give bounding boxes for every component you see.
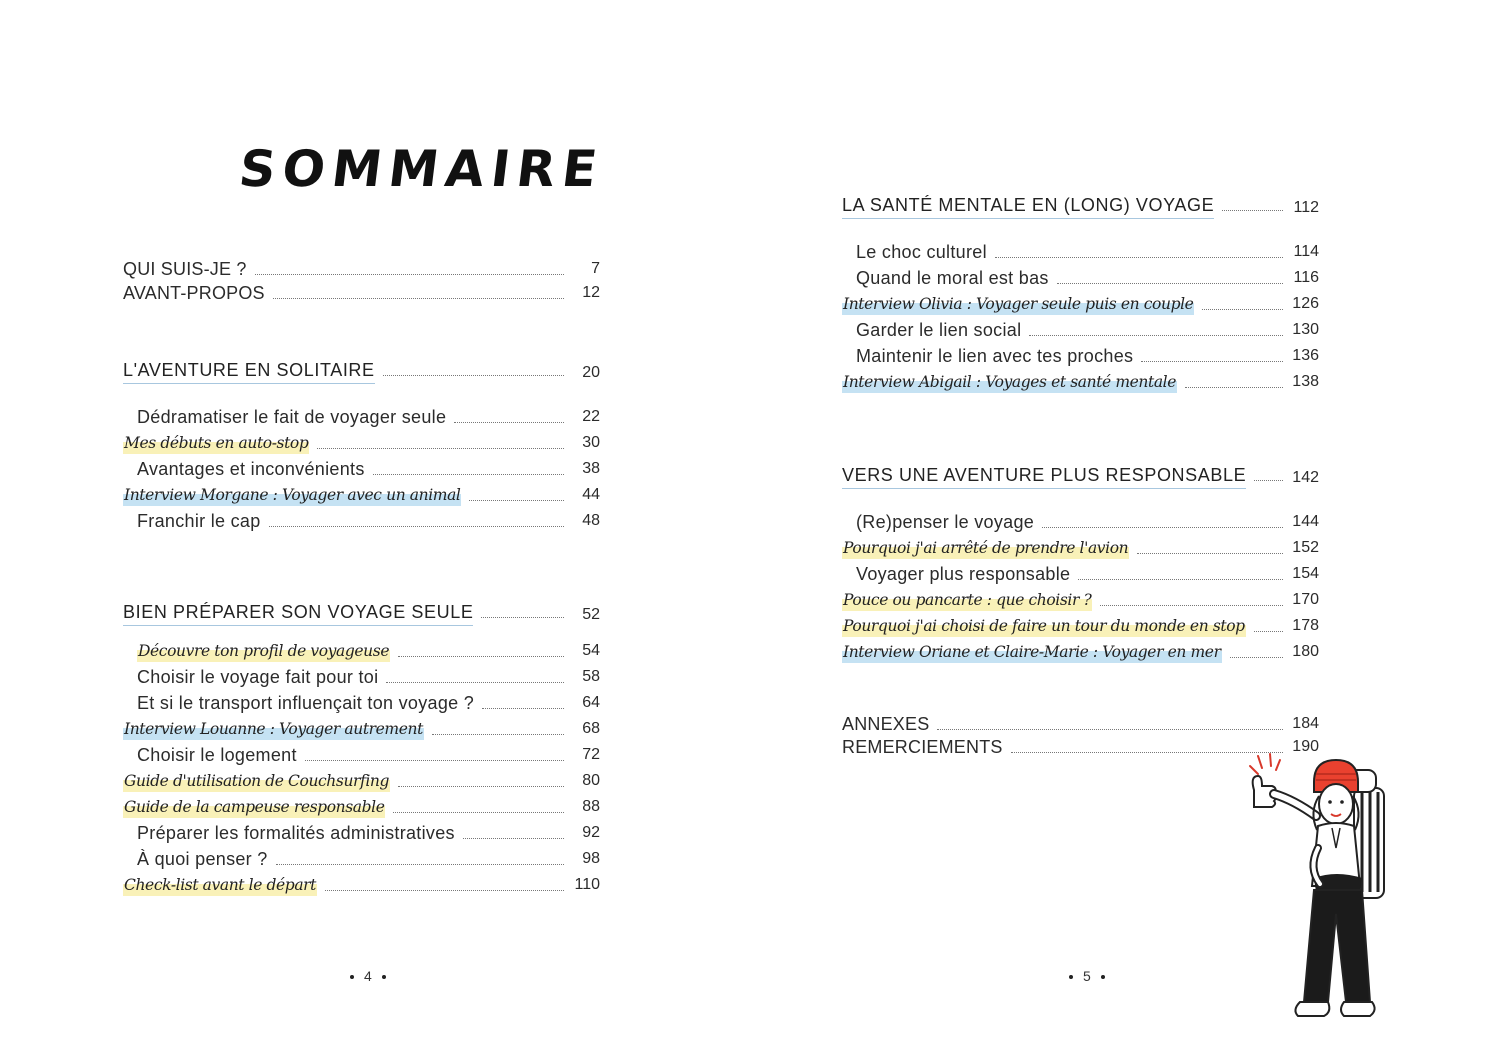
entry-page: 138 — [1292, 373, 1319, 390]
dot-leader — [276, 864, 564, 865]
section-page: 20 — [582, 364, 600, 381]
toc-entry-interview[interactable] — [842, 637, 1319, 663]
toc-section-heading[interactable] — [842, 193, 1319, 219]
toc-entry[interactable] — [856, 559, 1319, 585]
dot-leader — [1100, 605, 1283, 606]
dot-leader — [393, 812, 564, 813]
entry-text: Préparer les formalités administratives — [137, 823, 455, 843]
dot-leader — [325, 890, 564, 891]
section-page: 52 — [582, 606, 600, 623]
section-page: 112 — [1293, 199, 1319, 216]
toc-entry-highlight[interactable] — [137, 636, 600, 662]
toc-entry-highlight[interactable] — [123, 428, 600, 454]
entry-text: QUI SUIS-JE ? — [123, 259, 247, 279]
toc-entry[interactable] — [856, 315, 1319, 341]
dot-leader — [937, 729, 1283, 730]
toc-entry[interactable] — [856, 237, 1319, 263]
entry-page: 110 — [574, 876, 600, 893]
entry-page: 92 — [582, 824, 600, 841]
entry-text: Interview Morgane : Voyager avec un animal — [124, 486, 461, 504]
dot-leader — [1057, 283, 1283, 284]
entry-page: 80 — [582, 772, 600, 789]
dot-leader — [269, 526, 564, 527]
entry-text: Quand le moral est bas — [856, 268, 1049, 288]
toc-entry[interactable] — [137, 844, 600, 870]
entry-text: Découvre ton profil de voyageuse — [138, 642, 390, 660]
entry-page: 154 — [1292, 565, 1319, 582]
dot-leader — [1137, 553, 1283, 554]
toc-entry[interactable] — [137, 662, 600, 688]
page-number: 5 — [1059, 968, 1115, 984]
dot-leader — [463, 838, 564, 839]
section-page: 142 — [1292, 469, 1319, 486]
toc-entry-interview[interactable] — [123, 714, 600, 740]
dot-leader — [469, 500, 564, 501]
dot-leader — [398, 656, 564, 657]
entry-page: 88 — [582, 798, 600, 815]
toc-entry-interview[interactable] — [123, 480, 600, 506]
toc-entry[interactable] — [856, 263, 1319, 289]
bullet-icon — [382, 975, 386, 979]
entry-page: 184 — [1292, 715, 1319, 732]
entry-page: 152 — [1292, 539, 1319, 556]
entry-text: Pouce ou pancarte : que choisir ? — [843, 591, 1092, 609]
dot-leader — [1202, 309, 1283, 310]
entry-page: 170 — [1292, 591, 1319, 608]
entry-page: 7 — [591, 260, 600, 277]
entry-text: Dédramatiser le fait de voyager seule — [137, 407, 447, 427]
entry-page: 12 — [582, 284, 600, 301]
entry-page: 54 — [582, 642, 600, 659]
entry-page: 38 — [582, 460, 600, 477]
dot-leader — [1230, 657, 1283, 658]
entry-page: 180 — [1292, 643, 1319, 660]
dot-leader — [1141, 361, 1283, 362]
entry-page: 178 — [1292, 617, 1319, 634]
dot-leader — [1254, 631, 1283, 632]
toc-section-heading[interactable] — [842, 463, 1319, 489]
toc-entry-highlight[interactable] — [842, 585, 1319, 611]
dot-leader — [1254, 480, 1283, 481]
entry-text: REMERCIEMENTS — [842, 737, 1003, 757]
toc-entry-intro[interactable] — [123, 254, 600, 280]
entry-text: Interview Oriane et Claire-Marie : Voyager en mer — [843, 643, 1221, 661]
section-title: L'AVENTURE EN SOLITAIRE — [123, 359, 375, 384]
entry-page: 114 — [1293, 243, 1319, 260]
body — [1312, 823, 1362, 892]
toc-section-heading[interactable] — [123, 358, 600, 384]
page-title: SOMMAIRE — [236, 140, 608, 198]
entry-page: 64 — [582, 694, 600, 711]
bullet-icon — [350, 975, 354, 979]
toc-entry-highlight[interactable] — [123, 870, 600, 896]
toc-entry-highlight[interactable] — [842, 533, 1319, 559]
entry-page: 98 — [582, 850, 600, 867]
entry-text: Garder le lien social — [856, 320, 1022, 340]
dot-leader — [305, 760, 564, 761]
entry-text: ANNEXES — [842, 714, 930, 734]
entry-page: 130 — [1292, 321, 1319, 338]
toc-entry-highlight[interactable] — [123, 792, 600, 818]
entry-text: Interview Abigail : Voyages et santé mentale — [843, 373, 1176, 391]
dot-leader — [482, 708, 564, 709]
entry-page: 44 — [582, 486, 600, 503]
entry-page: 144 — [1292, 513, 1319, 530]
toc-entry[interactable] — [137, 506, 600, 532]
entry-text: Franchir le cap — [137, 511, 261, 531]
entry-page: 22 — [582, 408, 600, 425]
dot-leader — [317, 448, 564, 449]
entry-text: Check-list avant le départ — [124, 876, 317, 894]
toc-entry-highlight[interactable] — [842, 611, 1319, 637]
entry-text: AVANT-PROPOS — [123, 283, 265, 303]
dot-leader — [1185, 387, 1283, 388]
entry-page: 116 — [1293, 269, 1319, 286]
entry-text: Choisir le voyage fait pour toi — [137, 667, 379, 687]
dot-leader — [481, 617, 564, 618]
entry-page: 68 — [582, 720, 600, 737]
motion-lines-icon — [1250, 754, 1280, 774]
entry-text: Avantages et inconvénients — [137, 459, 365, 479]
section-title: LA SANTÉ MENTALE EN (LONG) VOYAGE — [842, 194, 1214, 219]
entry-text: Guide de la campeuse responsable — [124, 798, 385, 816]
entry-text: (Re)penser le voyage — [856, 512, 1035, 532]
dot-leader — [398, 786, 564, 787]
toc-entry[interactable] — [137, 454, 600, 480]
entry-text: Le choc culturel — [856, 242, 987, 262]
entry-text: À quoi penser ? — [137, 849, 268, 869]
entry-text: Pourquoi j'ai arrêté de prendre l'avion — [843, 539, 1129, 557]
entry-text: Voyager plus responsable — [856, 564, 1071, 584]
dot-leader — [1029, 335, 1283, 336]
head — [1313, 760, 1358, 830]
trousers — [1304, 890, 1370, 1002]
entry-text: Choisir le logement — [137, 745, 297, 765]
entry-page: 58 — [582, 668, 600, 685]
bullet-icon — [1069, 975, 1073, 979]
dot-leader — [383, 375, 564, 376]
dot-leader — [995, 257, 1283, 258]
toc-entry[interactable] — [856, 507, 1319, 533]
toc-entry[interactable] — [137, 818, 600, 844]
toc-entry[interactable] — [137, 402, 600, 428]
entry-text: Guide d'utilisation de Couchsurfing — [124, 772, 390, 790]
entry-text: Et si le transport influençait ton voyage ? — [137, 693, 475, 713]
dot-leader — [454, 422, 564, 423]
entry-text: Maintenir le lien avec tes proches — [856, 346, 1134, 366]
dot-leader — [1042, 527, 1283, 528]
entry-text: Interview Louanne : Voyager autrement — [124, 720, 423, 738]
bullet-icon — [1101, 975, 1105, 979]
entry-page: 72 — [582, 746, 600, 763]
entry-page: 30 — [582, 434, 600, 451]
entry-page: 48 — [582, 512, 600, 529]
toc-entry-highlight[interactable] — [123, 766, 600, 792]
toc-entry[interactable] — [137, 740, 600, 766]
entry-text: Interview Olivia : Voyager seule puis en couple — [843, 295, 1194, 313]
section-title: BIEN PRÉPARER SON VOYAGE SEULE — [123, 601, 473, 626]
entry-page: 136 — [1292, 347, 1319, 364]
page-number: 4 — [340, 968, 396, 984]
toc-section-heading[interactable] — [123, 600, 600, 626]
dot-leader — [273, 298, 564, 299]
toc-entry-intro[interactable] — [123, 278, 600, 304]
section-title: VERS UNE AVENTURE PLUS RESPONSABLE — [842, 464, 1246, 489]
entry-text: Mes débuts en auto-stop — [124, 434, 309, 452]
toc-entry[interactable] — [137, 688, 600, 714]
shoes — [1295, 1002, 1374, 1016]
toc-entry[interactable] — [856, 341, 1319, 367]
toc-entry-interview[interactable] — [842, 289, 1319, 315]
entry-text: Pourquoi j'ai choisi de faire un tour du monde en stop — [843, 617, 1245, 635]
entry-page: 190 — [1292, 738, 1319, 755]
dot-leader — [373, 474, 564, 475]
dot-leader — [432, 734, 564, 735]
entry-page: 126 — [1292, 295, 1319, 312]
toc-entry-interview[interactable] — [842, 367, 1319, 393]
hitchhiker-illustration — [1236, 752, 1406, 1032]
dot-leader — [386, 682, 564, 683]
dot-leader — [255, 274, 564, 275]
dot-leader — [1222, 210, 1283, 211]
dot-leader — [1078, 579, 1283, 580]
